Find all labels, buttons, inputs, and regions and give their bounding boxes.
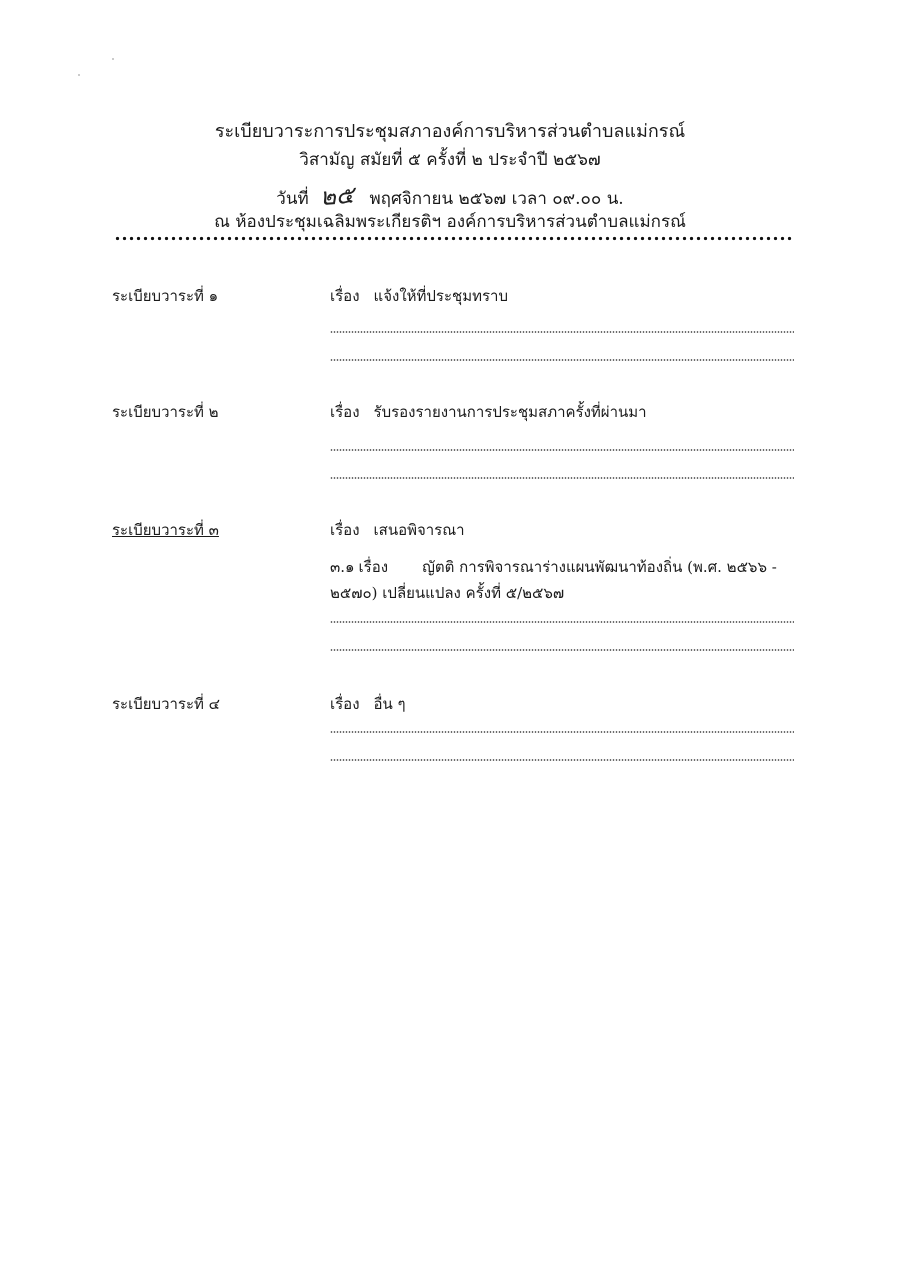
agenda-4-topic-word: เรื่อง	[330, 695, 360, 713]
scan-speck	[78, 74, 80, 76]
agenda-1-dotted-line-1	[330, 330, 794, 334]
scan-speck	[112, 58, 114, 60]
agenda-3-1-number: ๓.๑	[330, 558, 355, 576]
agenda-2-dotted-line-2	[330, 476, 794, 480]
agenda-3-1-word: เรื่อง	[358, 558, 389, 576]
agenda-3-label: ระเบียบวาระที่ ๓	[112, 521, 219, 539]
agenda-2-label: ระเบียบวาระที่ ๒	[112, 403, 219, 421]
date-rest: พฤศจิกายน ๒๕๖๗ เวลา ๐๙.๐๐ น.	[369, 189, 624, 209]
agenda-2-topic	[330, 400, 647, 424]
session-line: วิสามัญ สมัยที่ ๕ ครั้งที่ ๒ ประจำปี ๒๕๖๗	[299, 150, 601, 170]
agenda-1-topic-text: แจ้งให้ที่ประชุมทราบ	[373, 287, 509, 305]
agenda-1-dotted-line-2	[330, 358, 794, 362]
handwritten-day: ๒๕	[319, 180, 356, 212]
date-prefix: วันที่	[276, 189, 309, 209]
agenda-4-dotted-line-1	[330, 730, 794, 734]
agenda-4-label: ระเบียบวาระที่ ๔	[112, 695, 221, 713]
agenda-1-topic	[330, 284, 508, 308]
agenda-4-dotted-line-2	[330, 758, 794, 762]
agenda-3-dotted-line-2	[330, 648, 794, 652]
agenda-3-1-item	[330, 554, 795, 606]
agenda-3-topic-text: เสนอพิจารณา	[373, 521, 465, 539]
agenda-2-dotted-line-1	[330, 448, 794, 452]
agenda-1-topic-word: เรื่อง	[330, 287, 360, 305]
agenda-3-1-text-2: ๒๕๗๐) เปลี่ยนแปลง ครั้งที่ ๕/๒๕๖๗	[330, 584, 565, 602]
agenda-1-label: ระเบียบวาระที่ ๑	[112, 287, 219, 305]
agenda-3-dotted-line-1	[330, 620, 794, 624]
agenda-4-topic-text: อื่น ๆ	[373, 695, 406, 713]
agenda-3-1-text-1: ญัตติ การพิจารณาร่างแผนพัฒนาท้องถิ่น (พ.ศ. ๒๕๖๖ -	[422, 558, 777, 576]
agenda-3-topic-word: เรื่อง	[330, 521, 360, 539]
venue-line: ณ ห้องประชุมเฉลิมพระเกียรติฯ องค์การบริหารส่วนตำบลแม่กรณ์	[214, 212, 686, 232]
agenda-2-topic-word: เรื่อง	[330, 403, 360, 421]
agenda-4-topic	[330, 692, 406, 716]
header-separator	[114, 236, 794, 241]
agenda-3-1-line-1	[330, 554, 795, 580]
agenda-2-topic-text: รับรองรายงานการประชุมสภาครั้งที่ผ่านมา	[373, 403, 647, 421]
agenda-3-topic	[330, 518, 465, 542]
document-title: ระเบียบวาระการประชุมสภาองค์การบริหารส่วนตำบลแม่กรณ์	[214, 121, 686, 142]
